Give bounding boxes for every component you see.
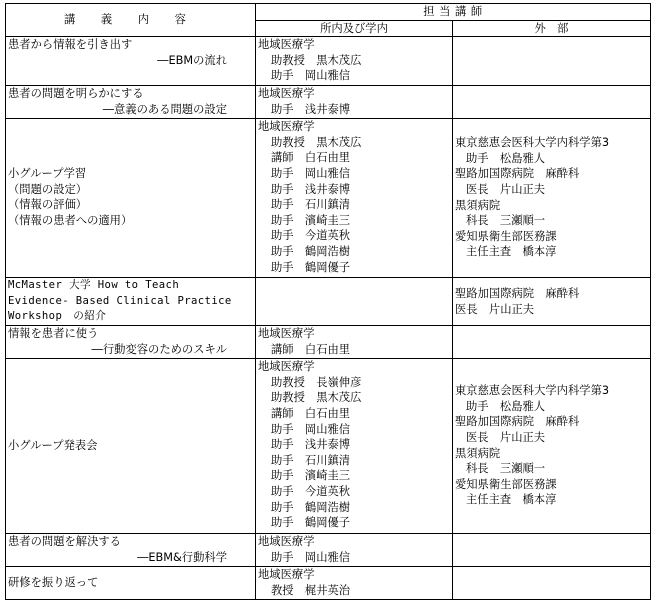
- internal-lecturer-cell: [256, 86, 453, 119]
- lecture-title-line: 研修を振り返って: [8, 576, 99, 590]
- lecturer-name: 助教授 長嶺伸彦: [271, 375, 362, 389]
- lecturer-name: 助教授 黒木茂広: [271, 391, 362, 405]
- lecture-title-cell: [6, 359, 256, 534]
- external-affiliation: 愛知県衛生部医務課: [455, 477, 557, 491]
- external-affiliation: 東京慈恵会医科大学内科学第3: [455, 136, 610, 150]
- external-lecturer-cell: [453, 86, 651, 119]
- lecture-title-line: Evidence- Based Clinical Practice: [8, 294, 232, 307]
- lecture-subtitle-line: ―EBM&行動科学: [137, 550, 227, 564]
- lecture-title-cell: [6, 567, 256, 600]
- external-lecturer-cell: [453, 326, 651, 359]
- lecturer-name: 助手 浅井泰博: [271, 182, 351, 196]
- external-lecturer-name: 助手 松島雅人: [466, 399, 546, 413]
- lecturer-name: 助手 鶴岡優子: [271, 516, 351, 530]
- lecturer-name: 講師 白石由里: [271, 342, 351, 356]
- external-lecturer-name: 医長 片山正夫: [455, 302, 535, 316]
- external-lecturer-name: 医長 片山正夫: [466, 182, 546, 196]
- lecturer-name: 講師 白石由里: [271, 151, 351, 165]
- lecture-title-line: （情報の患者への適用）: [8, 213, 133, 227]
- external-lecturer-cell: [453, 37, 651, 86]
- lecturer-name: 助手 岡山雅信: [271, 550, 351, 564]
- internal-lecturer-cell: [256, 119, 453, 278]
- lecture-title-line: （情報の評価）: [8, 198, 88, 212]
- lecture-title-cell: [6, 534, 256, 567]
- internal-lecturer-cell: [256, 567, 453, 600]
- department-name: 地域医療学: [258, 38, 315, 52]
- lecturer-name: 助手 濱崎圭三: [271, 469, 351, 483]
- department-name: 地域医療学: [258, 568, 315, 582]
- lecture-subtitle-line: ―意義のある問題の設定: [102, 102, 227, 116]
- header-internal: 所内及び学内: [256, 20, 453, 37]
- department-name: 地域医療学: [258, 327, 315, 341]
- external-affiliation: 聖路加国際病院 麻酔科: [455, 415, 580, 429]
- lecture-title-line: 患者から情報を引き出す: [8, 38, 133, 52]
- table-row: [6, 534, 651, 567]
- table-row: [6, 86, 651, 119]
- lecture-title-line: 小グループ発表会: [8, 439, 98, 453]
- department-name: 地域医療学: [258, 535, 315, 549]
- table-row: [6, 326, 651, 359]
- external-lecturer-name: 主任主査 橋本淳: [466, 245, 557, 259]
- external-affiliation: 聖路加国際病院 麻酔科: [455, 167, 580, 181]
- lecturer-name: 助手 鶴岡浩樹: [271, 500, 351, 514]
- lecture-title-line: 患者の問題を明らかにする: [8, 87, 144, 101]
- lecturer-name: 助手 岡山雅信: [271, 69, 351, 83]
- header-lecturer: 担 当 講 師: [256, 4, 651, 21]
- external-lecturer-name: 科長 三瀬順一: [466, 462, 546, 476]
- lecturer-name: 助手 鶴岡浩樹: [271, 244, 351, 258]
- external-affiliation: 聖路加国際病院 麻酔科: [455, 287, 580, 301]
- lecture-schedule-table: [5, 3, 651, 600]
- lecture-subtitle-line: ―EBMの流れ: [157, 53, 227, 67]
- lecturer-name: 助手 濱崎圭三: [271, 213, 351, 227]
- department-name: 地域医療学: [258, 120, 315, 134]
- internal-lecturer-cell: [256, 359, 453, 534]
- header-content: 講 義 内 容: [6, 4, 256, 37]
- external-lecturer-cell: [453, 119, 651, 278]
- external-lecturer-cell: [453, 567, 651, 600]
- lecture-title-cell: [6, 119, 256, 278]
- external-lecturer-name: 助手 松島雅人: [466, 151, 546, 165]
- lecturer-name: 教授 梶井英治: [271, 583, 351, 597]
- lecturer-name: 助教授 黒木茂広: [271, 53, 362, 67]
- lecture-title-line: 小グループ学習: [8, 167, 87, 181]
- department-name: 地域医療学: [258, 360, 315, 374]
- lecturer-name: 助手 石川鎮清: [271, 453, 351, 467]
- external-affiliation: 愛知県衛生部医務課: [455, 229, 557, 243]
- internal-lecturer-cell: [256, 534, 453, 567]
- external-lecturer-name: 主任主査 橋本淳: [466, 493, 557, 507]
- external-lecturer-cell: [453, 534, 651, 567]
- external-affiliation: 黒須病院: [455, 198, 501, 212]
- internal-lecturer-cell: [256, 326, 453, 359]
- internal-lecturer-cell: [256, 278, 453, 326]
- table-row: [6, 278, 651, 326]
- lecturer-name: 助手 石川鎮清: [271, 198, 351, 212]
- external-lecturer-cell: [453, 359, 651, 534]
- lecture-title-line: Workshop の紹介: [8, 310, 107, 323]
- external-lecturer-name: 医長 片山正夫: [466, 430, 546, 444]
- external-affiliation: 黒須病院: [455, 446, 501, 460]
- lecture-title-line: 情報を患者に使う: [8, 327, 99, 341]
- table-row: [6, 567, 651, 600]
- lecture-title-cell: [6, 278, 256, 326]
- external-lecturer-name: 科長 三瀬順一: [466, 214, 546, 228]
- lecturer-name: 助手 今道英秋: [271, 229, 351, 243]
- header-external: 外 部: [453, 20, 651, 37]
- lecturer-name: 助手 鶴岡優子: [271, 260, 351, 274]
- lecturer-name: 助手 浅井泰博: [271, 102, 351, 116]
- external-affiliation: 東京慈恵会医科大学内科学第3: [455, 384, 610, 398]
- lecture-title-line: McMaster 大学 How to Teach: [8, 279, 180, 292]
- lecturer-name: 助手 今道英秋: [271, 484, 351, 498]
- lecture-title-cell: [6, 37, 256, 86]
- lecturer-name: 講師 白石由里: [271, 406, 351, 420]
- lecture-title-cell: [6, 86, 256, 119]
- lecture-subtitle-line: ―行動変容のためのスキル: [91, 342, 227, 356]
- lecturer-name: 助手 岡山雅信: [271, 166, 351, 180]
- lecturer-name: 助教授 黒木茂広: [271, 135, 362, 149]
- internal-lecturer-cell: [256, 37, 453, 86]
- table-row: [6, 37, 651, 86]
- department-name: 地域医療学: [258, 87, 315, 101]
- lecture-title-line: 患者の問題を解決する: [8, 535, 121, 549]
- lecture-title-line: （問題の設定）: [8, 182, 88, 196]
- external-lecturer-cell: [453, 278, 651, 326]
- lecturer-name: 助手 浅井泰博: [271, 438, 351, 452]
- table-row: [6, 119, 651, 278]
- lecture-title-cell: [6, 326, 256, 359]
- table-row: [6, 359, 651, 534]
- lecturer-name: 助手 岡山雅信: [271, 422, 351, 436]
